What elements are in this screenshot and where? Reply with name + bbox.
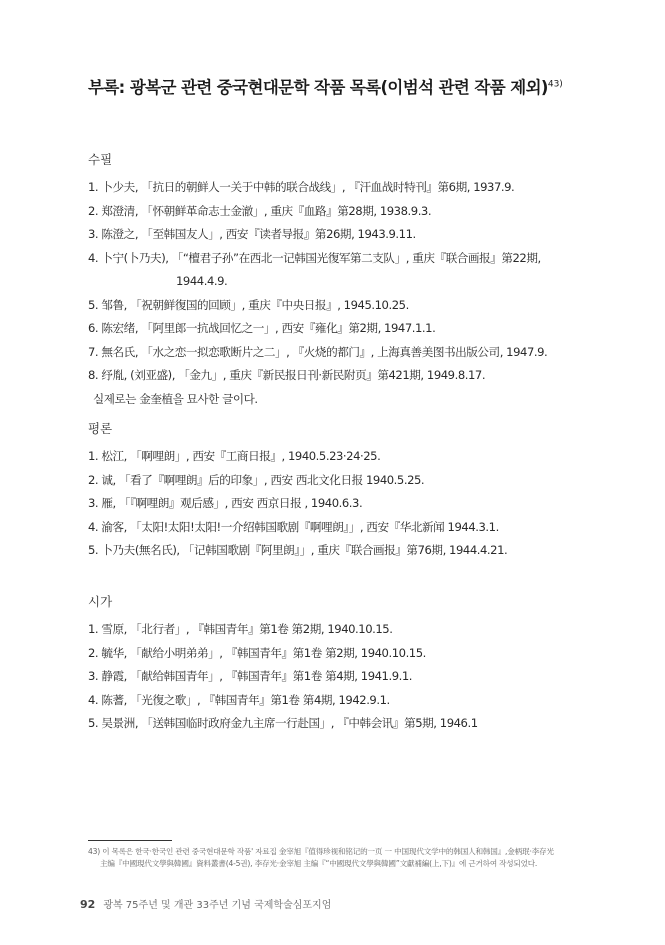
section-heading-criticism: 평론 (88, 421, 113, 436)
footnote-divider (88, 840, 172, 841)
list-item: 3. 雁, 「『啊哩朗』观后感」, 西安 西京日报 , 1940.6.3. (88, 496, 363, 510)
page-number: 92 (80, 898, 96, 911)
running-footer-text: 광복 75주년 및 개관 33주년 기념 국제학술심포지엄 (103, 900, 332, 911)
section-heading-essay: 수필 (88, 152, 113, 167)
criticism-section (88, 419, 648, 563)
list-item: 1. 卜少夫, 「抗日的朝鲜人一关于中韩的联合战线」, 『汗血战时特刊』第6期, 1937.9. (88, 180, 515, 194)
footnote-line: 主编『中國現代文學與韓國』資料叢書(4-5권), 李存光·金宰旭 主编『“中國現代文學與韓國”文獻補編(上,下)』에 근거하여 작성되었다. (100, 859, 538, 868)
list-item-continuation: 1944.4.9. (176, 274, 228, 288)
list-item: 4. 陈蓍, 「光復之歌」, 『韩国青年』第1卷 第4期, 1942.9.1. (88, 692, 390, 707)
list-item: 3. 静霞, 「献给韩国青年」, 『韩国青年』第1卷 第4期, 1941.9.1. (88, 669, 413, 683)
list-item: 6. 陈宏绪, 「阿里郎一抗战回忆之一」, 西安『雍化』第2期, 1947.1.1. (88, 321, 436, 335)
footnote-line: 43) 이 목록은 한국·한국인 관련 중국현대문학 작품' 자료집 金宰旭『值得珍视和铭记的一页 一 中国现代文学中的韩国人和韩国』,金柄珉·李存光 (88, 847, 554, 856)
section-heading-poetry: 시가 (88, 594, 113, 609)
page-title (88, 74, 648, 98)
footnote-reference: 43) (547, 79, 563, 90)
list-item: 1. 雪原, 「北行者」, 『韩国青年』第1卷 第2期, 1940.10.15. (88, 622, 393, 636)
list-item: 2. 毓华, 「献给小明弟弟」, 『韩国青年』第1卷 第2期, 1940.10.15. (88, 645, 426, 660)
list-item: 8. 纾胤, (刘亚盛), 「金九」, 重庆『新民报日刊·新民附页』第421期, 1949.8.17. (88, 368, 486, 382)
list-item: 3. 陈澄之, 「至韩国友人」, 西安『读者导报』第26期, 1943.9.11. (88, 227, 416, 241)
poetry-section (88, 592, 648, 736)
list-item: 1. 松江, 「啊哩朗」, 西安『工商日报』, 1940.5.23·24·25. (88, 449, 381, 463)
list-item-note: 실제로는 金奎植을 묘사한 글이다. (93, 391, 258, 406)
list-item: 5. 吴景洲, 「送韩国临时政府金九主席一行赴国」, 『中韩会讯』第5期, 1946.1 (88, 716, 478, 730)
list-item: 2. 郑澄清, 「怀朝鲜革命志士金澈」, 重庆『血路』第28期, 1938.9.3. (88, 203, 432, 218)
list-item: 5. 卜乃夫(無名氏), 「记韩国歌剧『阿里朗』」, 重庆『联合画报』第76期, 1944.4.21. (88, 543, 508, 557)
list-item: 4. 卜宁(卜乃夫), 「“檀君子孙”在西北一记韩国光復军第二支队」, 重庆『联合画报』第22期, (88, 250, 541, 265)
list-item: 4. 渝客, 「太阳!太阳!太阳!一介绍韩国歌剧『啊哩朗』」, 西安『华北新闻 1944.3.1. (88, 519, 499, 534)
page-footer (80, 896, 331, 911)
footnote (88, 846, 608, 870)
essay-section (88, 150, 648, 411)
list-item: 7. 無名氏, 「水之恋一拟恋歌断片之二」, 『火烧的都门』, 上海真善美图书出版公司, 1947.9. (88, 344, 548, 359)
list-item: 5. 邹鲁, 「祝朝鲜復国的回顾」, 重庆『中央日报』, 1945.10.25. (88, 297, 409, 312)
list-item: 2. 诚, 「看了『啊哩朗』后的印象」, 西安 西北文化日报 1940.5.25. (88, 472, 425, 487)
title-text: 부록: 광복군 관련 중국현대문학 작품 목록(이범석 관련 작품 제외) (88, 78, 548, 97)
